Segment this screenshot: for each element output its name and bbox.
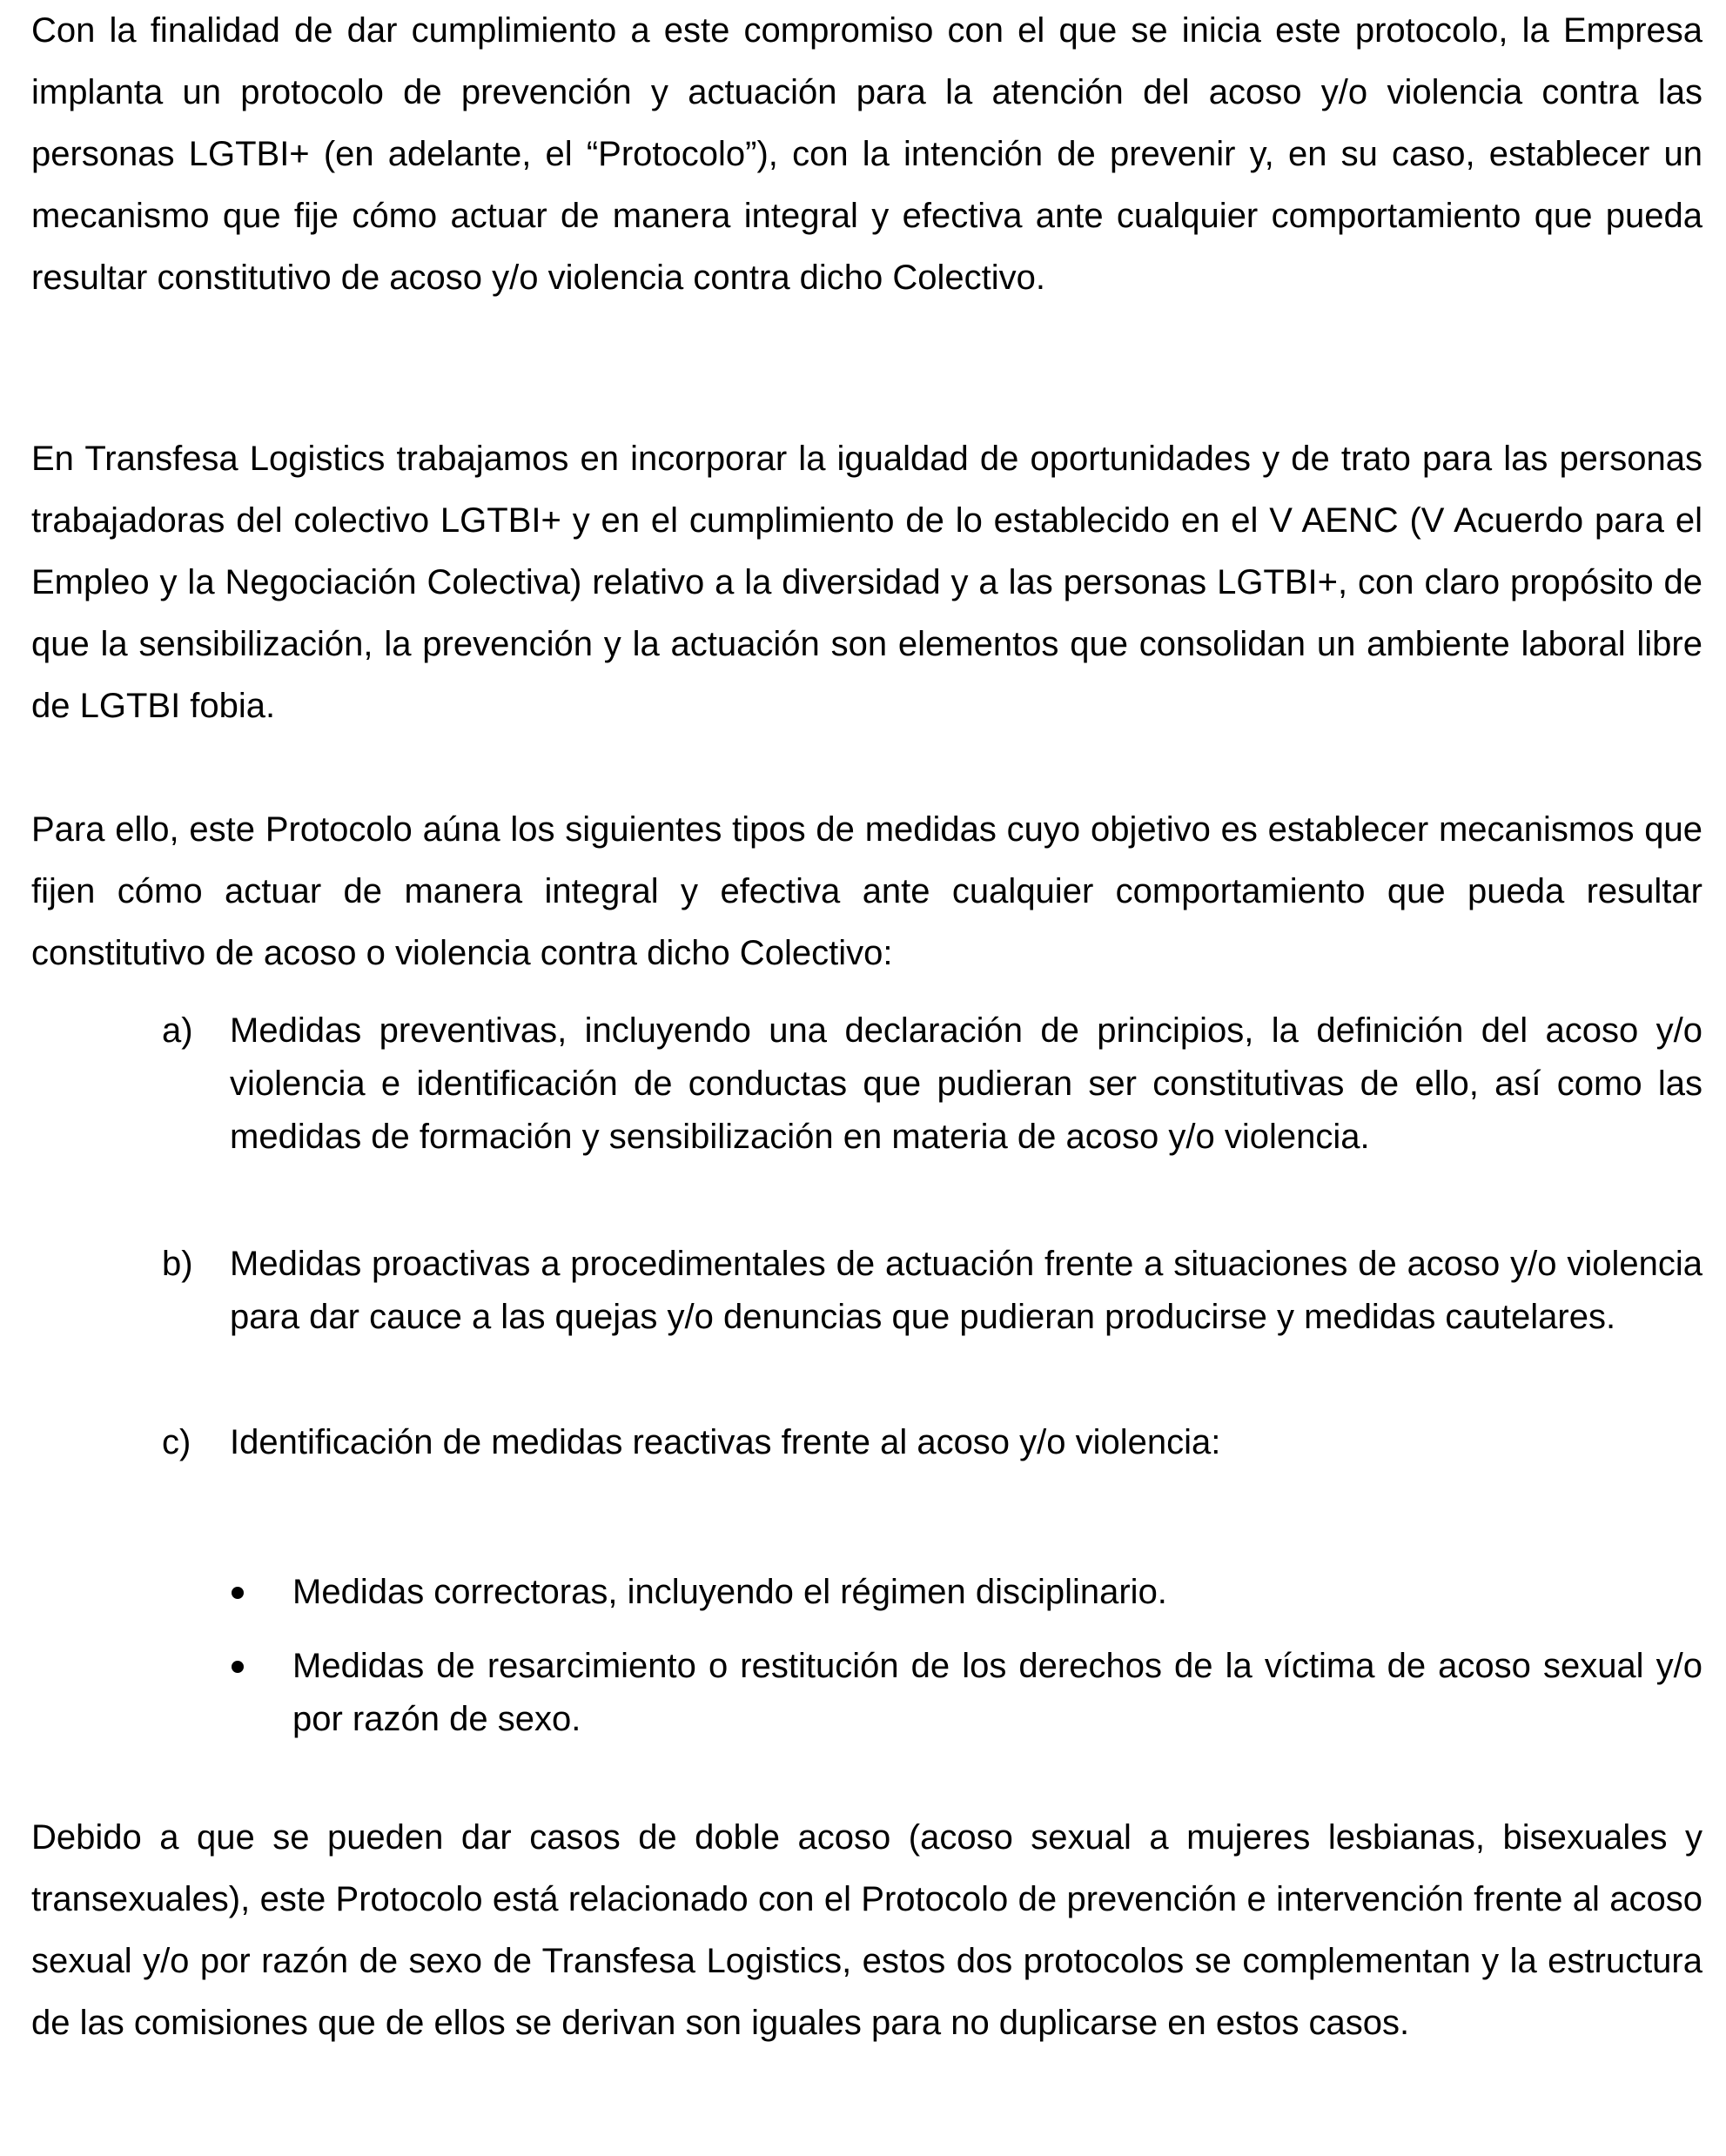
paragraph-measures-intro: Para ello, este Protocolo aúna los siguientes tipos de medidas cuyo objetivo es establecer mecanismos que fijen cómo actuar de manera integral y efectiva ante cualquier comportamiento que pueda resultar constitutivo de acoso o violencia contra dicho Colectivo:	[31, 810, 1702, 972]
bullet-icon	[232, 1587, 244, 1599]
list-marker: b)	[162, 1245, 193, 1283]
list-item-text: Identificación de medidas reactivas frente al acoso y/o violencia:	[230, 1423, 1221, 1461]
bullet-item-restitution	[31, 1640, 1702, 1746]
bullet-item-corrective	[31, 1566, 1702, 1619]
list-item-text: Medidas preventivas, incluyendo una declaración de principios, la definición del acoso y/o violencia e identificación de conductas que pudieran ser constitutivas de ello, así como las medidas de formación y sensibilización en materia de acoso y/o violencia.	[230, 1011, 1702, 1156]
list-marker: a)	[162, 1011, 193, 1050]
list-item-c	[31, 1416, 1702, 1469]
paragraph-intro: Con la finalidad de dar cumplimiento a este compromiso con el que se inicia este protocolo, la Empresa implanta un protocolo de prevención y actuación para la atención del acoso y/o violencia contra las personas LGTBI+ (en adelante, el “Protocolo”), con la intención de prevenir y, en su caso, establecer un mecanismo que fije cómo actuar de manera integral y efectiva ante cualquier comportamiento que pueda resultar constitutivo de acoso y/o violencia contra dicho Colectivo.	[31, 11, 1702, 297]
list-item-text: Medidas proactivas a procedimentales de actuación frente a situaciones de acoso y/o violencia para dar cauce a las quejas y/o denuncias que pudieran producirse y medidas cautelares.	[230, 1245, 1702, 1336]
list-marker: c)	[162, 1423, 191, 1461]
bullet-item-text: Medidas correctoras, incluyendo el régimen disciplinario.	[292, 1573, 1167, 1611]
paragraph-commitment: En Transfesa Logistics trabajamos en incorporar la igualdad de oportunidades y de trato para las personas trabajadoras del colectivo LGTBI+ y en el cumplimiento de lo establecido en el V AENC (V Acuerdo para el Empleo y la Negociación Colectiva) relativo a la diversidad y a las personas LGTBI+, con claro propósito de que la sensibilización, la prevención y la actuación son elementos que consolidan un ambiente laboral libre de LGTBI fobia.	[31, 440, 1702, 725]
paragraph-double-harassment: Debido a que se pueden dar casos de doble acoso (acoso sexual a mujeres lesbianas, bisexuales y transexuales), este Protocolo está relacionado con el Protocolo de prevención e intervención frente al acoso sexual y/o por razón de sexo de Transfesa Logistics, estos dos protocolos se complementan y la estructura de las comisiones que de ellos se derivan son iguales para no duplicarse en estos casos.	[31, 1818, 1702, 2042]
bullet-icon	[232, 1661, 244, 1673]
bullet-item-text: Medidas de resarcimiento o restitución de los derechos de la víctima de acoso sexual y/o por razón de sexo.	[292, 1647, 1702, 1738]
list-item-a	[31, 1004, 1702, 1164]
list-item-b	[31, 1238, 1702, 1344]
